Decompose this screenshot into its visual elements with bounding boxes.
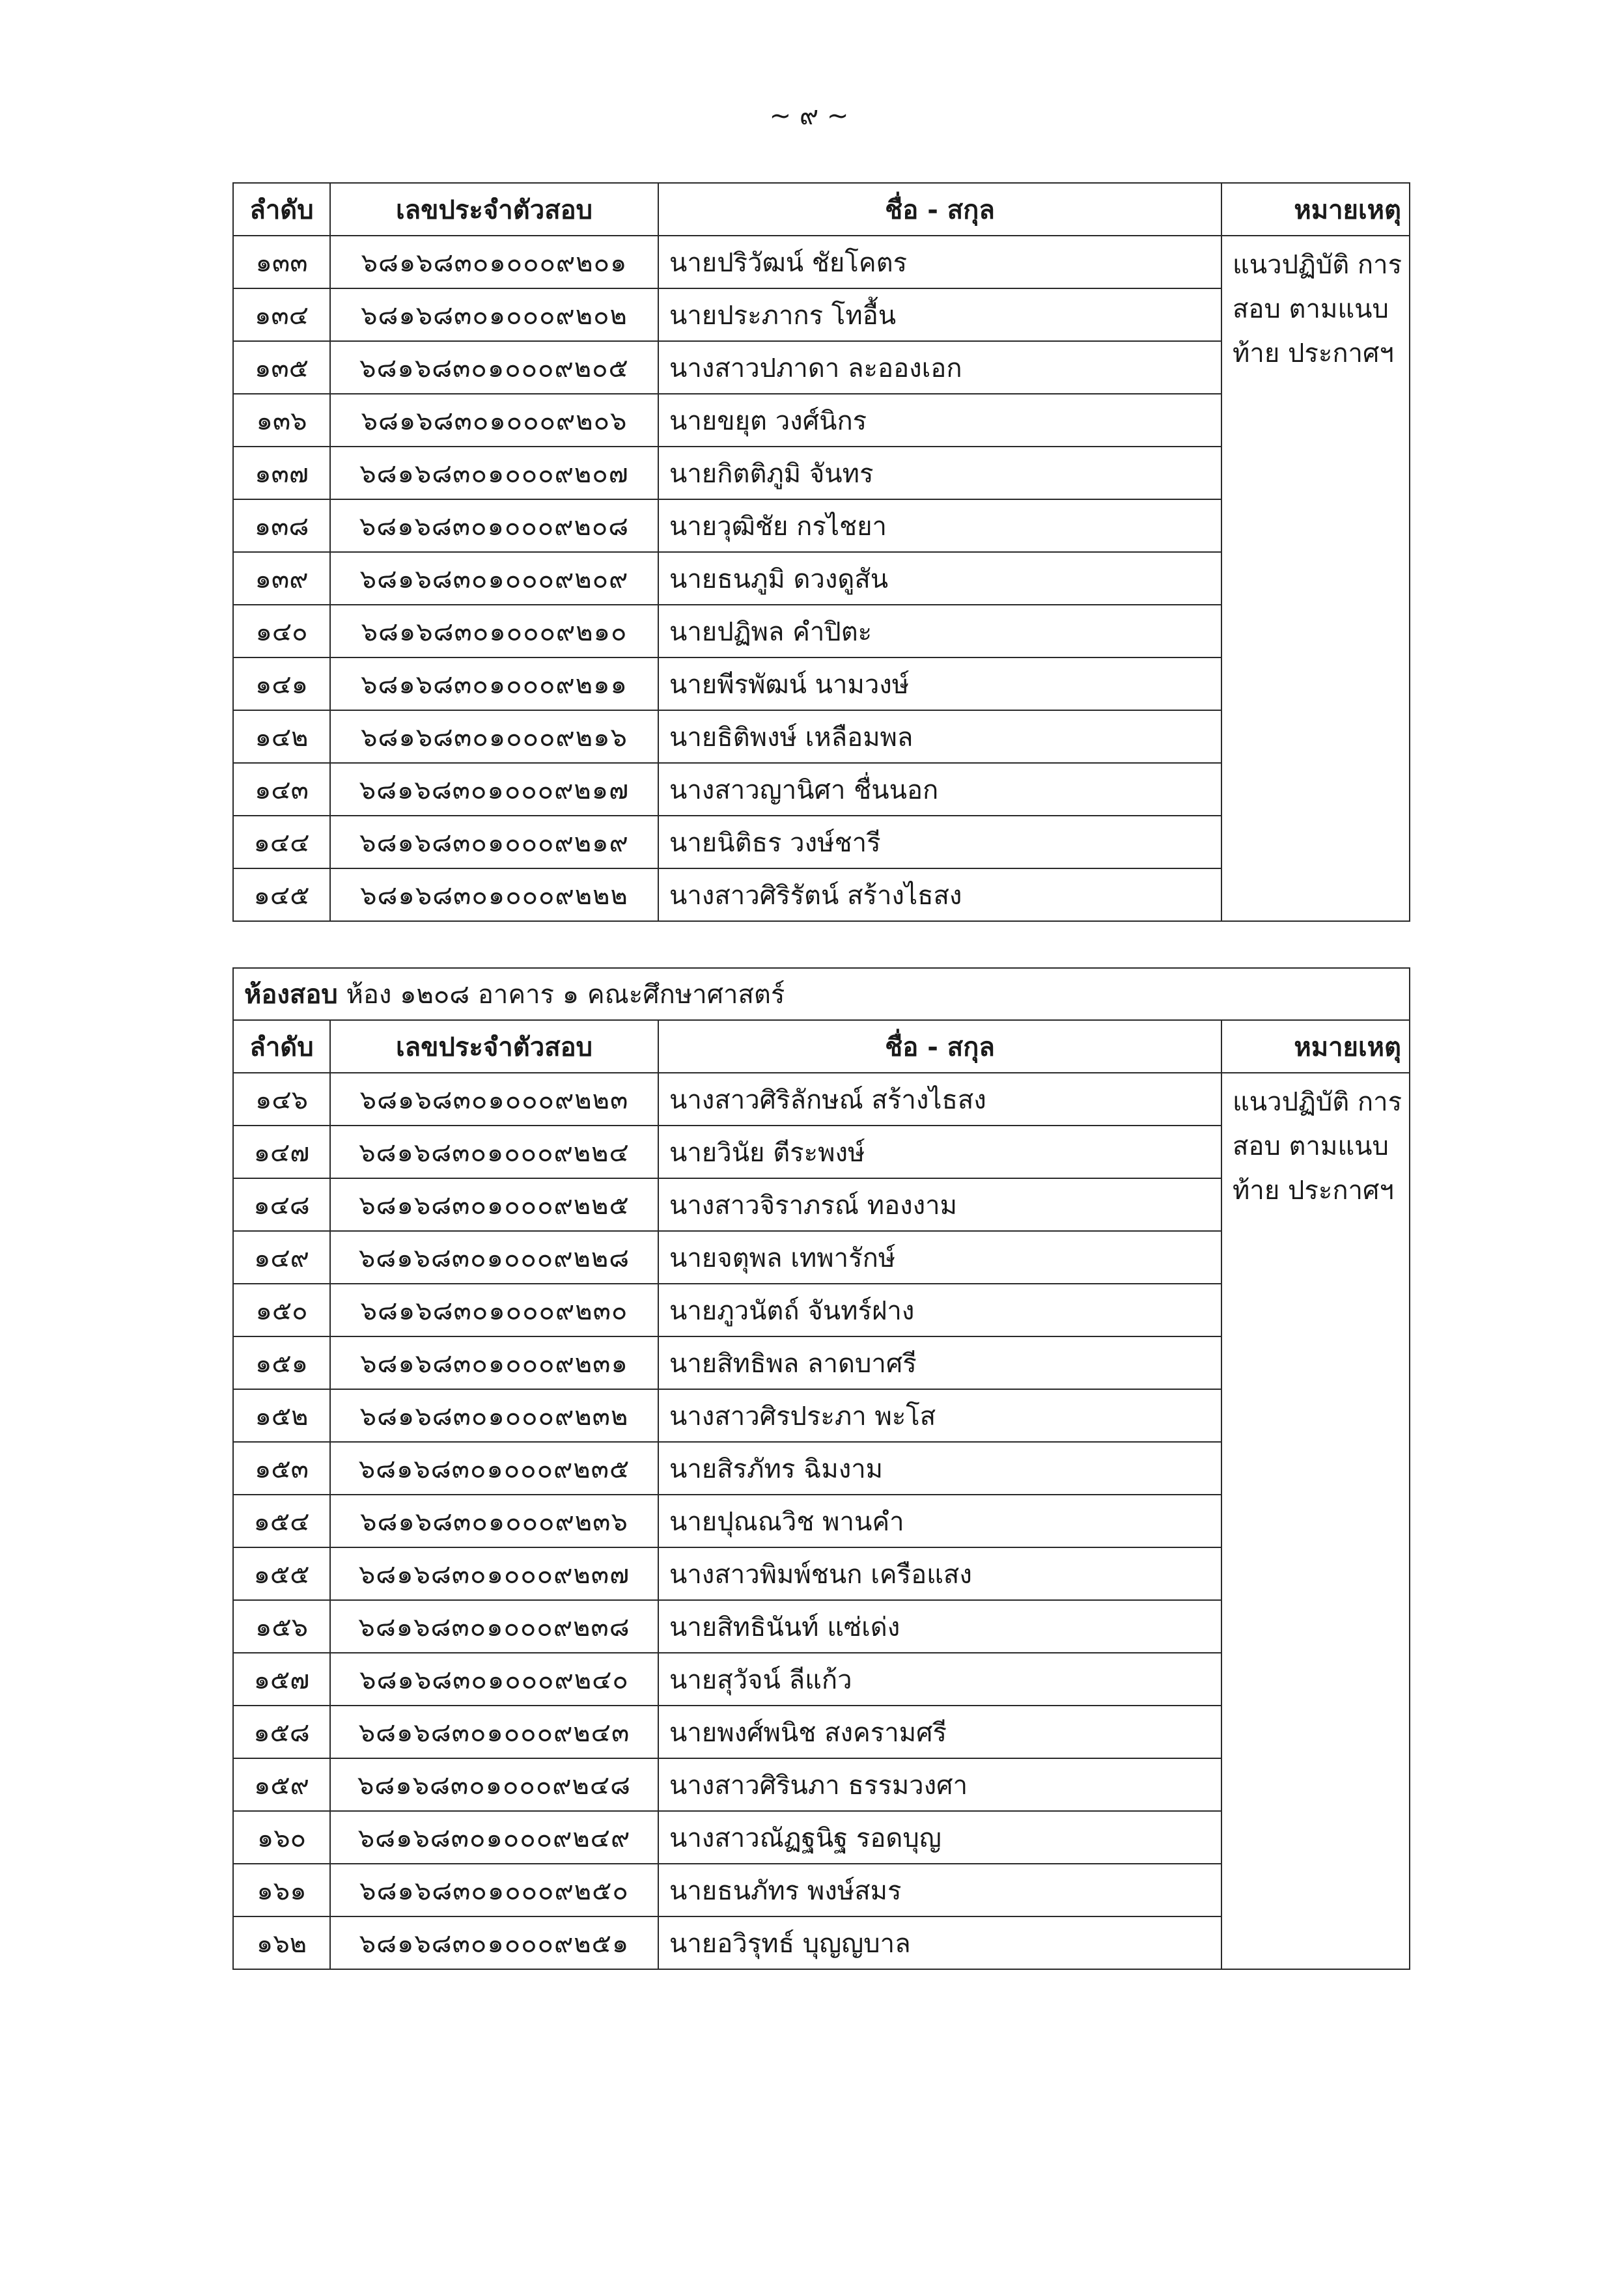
row-number: ๑๕๐ xyxy=(233,1284,330,1336)
exam-id: ๖๘๑๖๘๓๐๑๐๐๐๙๒๓๖ xyxy=(330,1495,658,1547)
header-name: ชื่อ - สกุล xyxy=(658,183,1221,236)
row-number: ๑๖๑ xyxy=(233,1864,330,1916)
exam-id: ๖๘๑๖๘๓๐๑๐๐๐๙๒๔๓ xyxy=(330,1706,658,1758)
row-number: ๑๓๔ xyxy=(233,288,330,341)
exam-id: ๖๘๑๖๘๓๐๑๐๐๐๙๒๐๘ xyxy=(330,499,658,552)
candidate-name: นางสาวศิรินภา ธรรมวงศา xyxy=(658,1758,1221,1811)
exam-id: ๖๘๑๖๘๓๐๑๐๐๐๙๒๓๐ xyxy=(330,1284,658,1336)
candidate-name: นายประภากร โทอื้น xyxy=(658,288,1221,341)
exam-id: ๖๘๑๖๘๓๐๑๐๐๐๙๒๔๙ xyxy=(330,1811,658,1864)
candidate-name: นายธิติพงษ์ เหลือมพล xyxy=(658,710,1221,763)
exam-id: ๖๘๑๖๘๓๐๑๐๐๐๙๒๕๑ xyxy=(330,1916,658,1969)
header-exam-id: เลขประจำตัวสอบ xyxy=(330,183,658,236)
row-number: ๑๕๙ xyxy=(233,1758,330,1811)
exam-id: ๖๘๑๖๘๓๐๑๐๐๐๙๒๔๘ xyxy=(330,1758,658,1811)
candidate-name: นางสาวณัฏฐนิฐ รอดบุญ xyxy=(658,1811,1221,1864)
candidate-name: นายสิรภัทร ฉิมงาม xyxy=(658,1442,1221,1495)
candidate-name: นายอวิรุทธ์ บุญญบาล xyxy=(658,1916,1221,1969)
row-number: ๑๔๑ xyxy=(233,657,330,710)
row-number: ๑๔๗ xyxy=(233,1126,330,1178)
row-number: ๑๔๘ xyxy=(233,1178,330,1231)
candidate-name: นายกิตติภูมิ จันทร xyxy=(658,447,1221,499)
candidate-name: นายภูวนัตถ์ จันทร์ฝาง xyxy=(658,1284,1221,1336)
page-number: ~ ๙ ~ xyxy=(769,101,849,131)
exam-id: ๖๘๑๖๘๓๐๑๐๐๐๙๒๑๗ xyxy=(330,763,658,816)
row-number: ๑๓๗ xyxy=(233,447,330,499)
row-number: ๑๓๓ xyxy=(233,236,330,288)
candidate-name: นางสาวจิราภรณ์ ทองงาม xyxy=(658,1178,1221,1231)
candidate-name: นางสาวพิมพ์ชนก เครือแสง xyxy=(658,1547,1221,1600)
exam-id: ๖๘๑๖๘๓๐๑๐๐๐๙๒๑๙ xyxy=(330,816,658,868)
exam-id: ๖๘๑๖๘๓๐๑๐๐๐๙๒๓๗ xyxy=(330,1547,658,1600)
row-number: ๑๔๒ xyxy=(233,710,330,763)
exam-id: ๖๘๑๖๘๓๐๑๐๐๐๙๒๐๒ xyxy=(330,288,658,341)
room-label: ห้องสอบ xyxy=(244,980,338,1010)
row-number: ๑๕๔ xyxy=(233,1495,330,1547)
row-number: ๑๕๕ xyxy=(233,1547,330,1600)
candidate-name: นายสุวัจน์ ลีแก้ว xyxy=(658,1653,1221,1706)
candidate-name: นายขยุต วงศ์นิกร xyxy=(658,394,1221,447)
row-number: ๑๕๓ xyxy=(233,1442,330,1495)
candidate-name: นายพงศ์พนิช สงครามศรี xyxy=(658,1706,1221,1758)
row-number: ๑๖๐ xyxy=(233,1811,330,1864)
exam-id: ๖๘๑๖๘๓๐๑๐๐๐๙๒๒๒ xyxy=(330,868,658,921)
exam-id: ๖๘๑๖๘๓๐๑๐๐๐๙๒๒๓ xyxy=(330,1073,658,1126)
candidate-name: นางสาวศิริลักษณ์ สร้างไธสง xyxy=(658,1073,1221,1126)
note-cell: แนวปฏิบัติ การสอบ ตามแนบท้าย ประกาศฯ xyxy=(1221,1073,1410,1969)
candidate-name: นายพีรพัฒน์ นามวงษ์ xyxy=(658,657,1221,710)
table-body xyxy=(233,1073,1410,1969)
header-exam-id: เลขประจำตัวสอบ xyxy=(330,1020,658,1073)
exam-id: ๖๘๑๖๘๓๐๑๐๐๐๙๒๓๕ xyxy=(330,1442,658,1495)
header-no: ลำดับ xyxy=(233,183,330,236)
row-number: ๑๕๒ xyxy=(233,1389,330,1442)
candidate-name: นางสาวศิรประภา พะโส xyxy=(658,1389,1221,1442)
row-number: ๑๓๕ xyxy=(233,341,330,394)
candidate-name: นายสิทธิพล ลาดบาศรี xyxy=(658,1336,1221,1389)
exam-id: ๖๘๑๖๘๓๐๑๐๐๐๙๒๐๕ xyxy=(330,341,658,394)
exam-id: ๖๘๑๖๘๓๐๑๐๐๐๙๒๐๖ xyxy=(330,394,658,447)
candidate-name: นางสาวศิริรัตน์ สร้างไธสง xyxy=(658,868,1221,921)
row-number: ๑๔๐ xyxy=(233,605,330,657)
exam-id: ๖๘๑๖๘๓๐๑๐๐๐๙๒๔๐ xyxy=(330,1653,658,1706)
exam-id: ๖๘๑๖๘๓๐๑๐๐๐๙๒๕๐ xyxy=(330,1864,658,1916)
exam-table-1 xyxy=(232,182,1410,922)
room-cell xyxy=(233,968,1410,1020)
exam-id: ๖๘๑๖๘๓๐๑๐๐๐๙๒๑๐ xyxy=(330,605,658,657)
candidate-name: นายปฏิพล คำปิตะ xyxy=(658,605,1221,657)
exam-table-2 xyxy=(232,967,1410,1970)
candidate-name: นางสาวปภาดา ละอองเอก xyxy=(658,341,1221,394)
candidate-name: นายปริวัฒน์ ชัยโคตร xyxy=(658,236,1221,288)
row-number: ๑๔๔ xyxy=(233,816,330,868)
exam-id: ๖๘๑๖๘๓๐๑๐๐๐๙๒๓๘ xyxy=(330,1600,658,1653)
exam-id: ๖๘๑๖๘๓๐๑๐๐๐๙๒๓๑ xyxy=(330,1336,658,1389)
candidate-name: นายธนภูมิ ดวงดูสัน xyxy=(658,552,1221,605)
row-number: ๑๔๙ xyxy=(233,1231,330,1284)
row-number: ๑๕๑ xyxy=(233,1336,330,1389)
candidate-name: นายนิติธร วงษ์ชารี xyxy=(658,816,1221,868)
header-note: หมายเหตุ xyxy=(1221,1020,1410,1073)
row-number: ๑๕๖ xyxy=(233,1600,330,1653)
table-body xyxy=(233,236,1410,921)
candidate-name: นายวินัย ตีระพงษ์ xyxy=(658,1126,1221,1178)
row-number: ๑๔๕ xyxy=(233,868,330,921)
exam-id: ๖๘๑๖๘๓๐๑๐๐๐๙๒๑๖ xyxy=(330,710,658,763)
row-number: ๑๔๖ xyxy=(233,1073,330,1126)
candidate-name: นายปุณณวิช พานคำ xyxy=(658,1495,1221,1547)
candidate-name: นายสิทธินันท์ แซ่เด่ง xyxy=(658,1600,1221,1653)
header-note: หมายเหตุ xyxy=(1221,183,1410,236)
exam-id: ๖๘๑๖๘๓๐๑๐๐๐๙๒๓๒ xyxy=(330,1389,658,1442)
row-number: ๑๔๓ xyxy=(233,763,330,816)
header-no: ลำดับ xyxy=(233,1020,330,1073)
row-number: ๑๕๗ xyxy=(233,1653,330,1706)
table-row xyxy=(233,236,1410,288)
exam-id: ๖๘๑๖๘๓๐๑๐๐๐๙๒๐๑ xyxy=(330,236,658,288)
candidate-name: นางสาวญานิศา ชื่นนอก xyxy=(658,763,1221,816)
exam-id: ๖๘๑๖๘๓๐๑๐๐๐๙๒๐๗ xyxy=(330,447,658,499)
candidate-name: นายธนภัทร พงษ์สมร xyxy=(658,1864,1221,1916)
room-row xyxy=(233,968,1410,1020)
exam-id: ๖๘๑๖๘๓๐๑๐๐๐๙๒๐๙ xyxy=(330,552,658,605)
candidate-name: นายจตุพล เทพารักษ์ xyxy=(658,1231,1221,1284)
candidate-name: นายวุฒิชัย กรไชยา xyxy=(658,499,1221,552)
row-number: ๑๓๖ xyxy=(233,394,330,447)
exam-id: ๖๘๑๖๘๓๐๑๐๐๐๙๒๒๕ xyxy=(330,1178,658,1231)
table-row xyxy=(233,1073,1410,1126)
row-number: ๑๓๘ xyxy=(233,499,330,552)
exam-id: ๖๘๑๖๘๓๐๑๐๐๐๙๒๑๑ xyxy=(330,657,658,710)
header-name: ชื่อ - สกุล xyxy=(658,1020,1221,1073)
row-number: ๑๕๘ xyxy=(233,1706,330,1758)
note-cell: แนวปฏิบัติ การสอบ ตามแนบท้าย ประกาศฯ xyxy=(1221,236,1410,921)
table-header-row xyxy=(233,183,1410,236)
row-number: ๑๓๙ xyxy=(233,552,330,605)
exam-id: ๖๘๑๖๘๓๐๑๐๐๐๙๒๒๘ xyxy=(330,1231,658,1284)
exam-id: ๖๘๑๖๘๓๐๑๐๐๐๙๒๒๔ xyxy=(330,1126,658,1178)
table-header-row xyxy=(233,1020,1410,1073)
row-number: ๑๖๒ xyxy=(233,1916,330,1969)
room-value: ห้อง ๑๒๐๘ อาคาร ๑ คณะศึกษาศาสตร์ xyxy=(346,980,785,1010)
